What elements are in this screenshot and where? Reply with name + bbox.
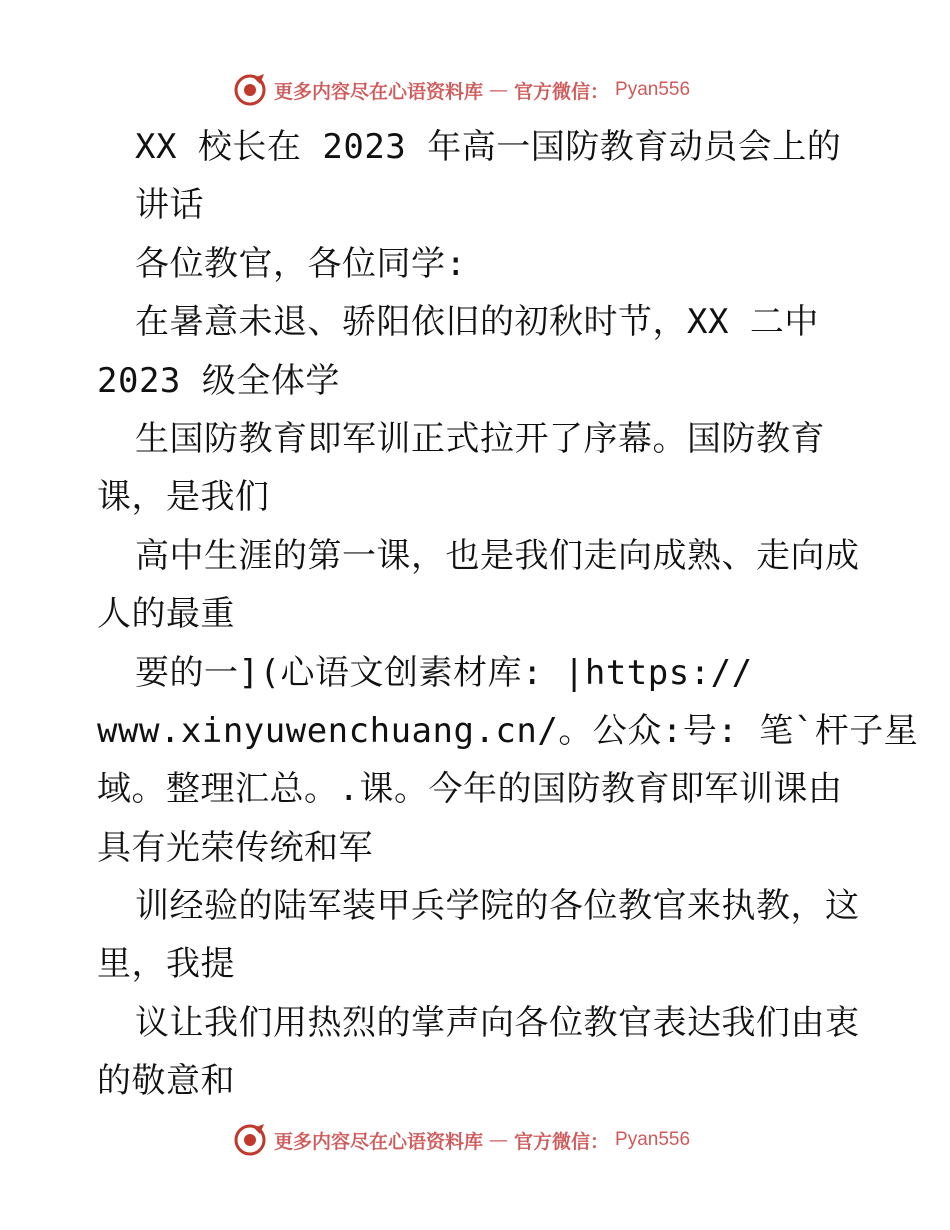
banner-dash: — — [489, 79, 509, 101]
text-line: 议让我们用热烈的掌声向各位教官表达我们由衷 — [135, 1002, 860, 1043]
banner-dash: — — [489, 1129, 509, 1151]
banner-wechat-id: Pyan556 — [615, 79, 691, 100]
text-line: www.xinyuwenchuang.cn/。公众:号: 笔`杆子星 — [97, 710, 919, 751]
text-line: 人的最重 — [97, 594, 235, 635]
text-line: 域。整理汇总。.课。今年的国防教育即军训课由 — [97, 769, 843, 810]
banner-prefix-text: 更多内容尽在心语资料库 — [274, 80, 484, 103]
text-line: XX 校长在 2023 年高一国防教育动员会上的 — [135, 127, 842, 167]
brand-logo-icon — [232, 72, 268, 108]
banner-wechat-id: Pyan556 — [615, 1129, 691, 1150]
text-line: 训经验的陆军装甲兵学院的各位教官来执教，这 — [135, 886, 860, 927]
footer-watermark-banner — [232, 1120, 712, 1160]
text-line: 讲话 — [135, 185, 204, 226]
text-line: 各位教官，各位同学: — [135, 243, 467, 284]
banner-wechat-label: 官方微信： — [514, 80, 610, 103]
text-line: 2023 级全体学 — [97, 360, 340, 401]
brand-logo-icon — [232, 1122, 268, 1158]
text-line: 要的一](心语文创素材库: |https:// — [135, 652, 753, 693]
banner-wechat-label: 官方微信： — [514, 1130, 610, 1153]
header-watermark-banner — [232, 70, 712, 110]
document-body — [97, 118, 919, 1111]
text-line: 高中生涯的第一课，也是我们走向成熟、走向成 — [135, 535, 860, 576]
text-line: 里，我提 — [97, 944, 235, 985]
text-line: 生国防教育即军训正式拉开了序幕。国防教育 — [135, 418, 825, 459]
text-line: 在暑意未退、骄阳依旧的初秋时节，XX 二中 — [135, 302, 819, 343]
text-line: 的敬意和 — [97, 1061, 235, 1102]
text-line: 课，是我们 — [97, 477, 270, 518]
text-line: 具有光荣传统和军 — [97, 827, 373, 868]
banner-prefix-text: 更多内容尽在心语资料库 — [274, 1130, 484, 1153]
